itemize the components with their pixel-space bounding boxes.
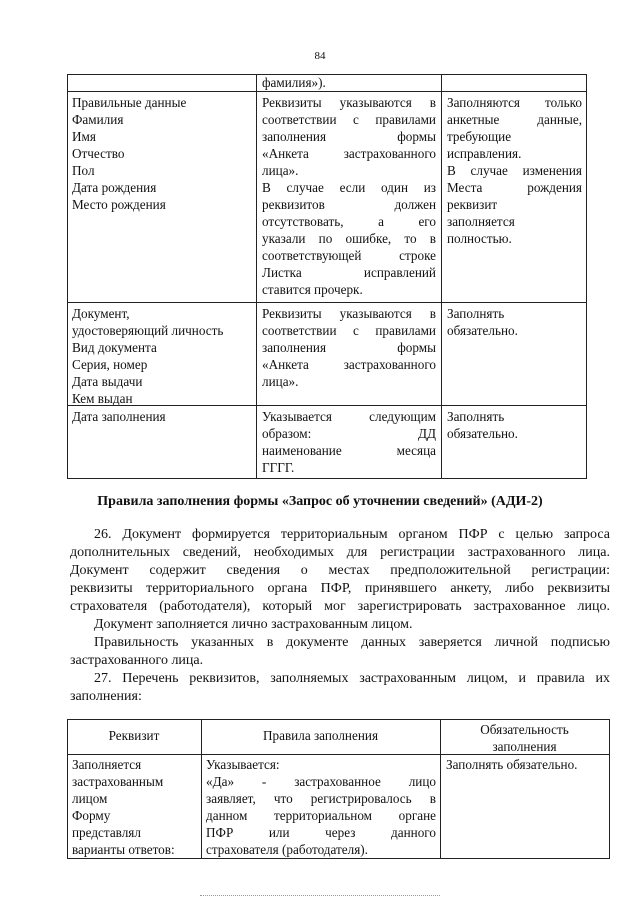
column-header: Правила заполнения — [262, 728, 379, 743]
table-cell-field: Заполняется застрахованным лицом Форму представлял варианты ответов: — [72, 757, 175, 857]
table-cell-fields: Дата заполнения — [72, 409, 166, 424]
column-header: Обязательность заполнения — [480, 722, 569, 754]
section-heading: Правила заполнения формы «Запрос об уточнении сведений» (АДИ-2) — [97, 494, 543, 509]
table-cell-rules: Реквизиты указываются в соответствии с правилами заполнения формы «Анкета застрахованного лица». В случае если один из реквизитов должен отсутствовать, а его указали по ошибке, то в соответствующей строке Листка исправлений ставится прочерк. — [262, 95, 436, 297]
paragraph-signature: Правильность указанных в документе данных заверяется личной подписью застрахованного лица. — [70, 635, 610, 668]
table-cell-notes: Заполняются только анкетные данные, требующие исправления. В случае изменения Места рождения реквизит заполняется полностью. — [447, 95, 582, 246]
table-cell-fields: Документ, удостоверяющий личность Вид документа Серия, номер Дата выдачи Кем выдан — [72, 306, 224, 406]
table-cell-rules: Реквизиты указываются в соответствии с правилами заполнения формы «Анкета застрахованного лица». — [262, 306, 436, 389]
paragraph-personal: Документ заполняется лично застрахованным лицом. — [94, 617, 413, 632]
table-row: фамилия»). — [262, 75, 326, 90]
page-number: 84 — [314, 50, 326, 62]
paragraph-27: 27. Перечень реквизитов, заполняемых застрахованным лицом, и правила их заполнения: — [70, 671, 610, 704]
table-cell-rules: Указывается: «Да» - застрахованное лицо заявляет, что регистрировалось в данном территориальном органе ПФР или через данного страхователя (работодателя). — [206, 757, 436, 857]
table-cell-notes: Заполнять обязательно. — [447, 409, 518, 441]
table-cell-notes: Заполнять обязательно. — [447, 306, 518, 338]
column-header: Реквизит — [108, 728, 160, 743]
table-cell-obligation: Заполнять обязательно. — [446, 757, 578, 772]
table-cell-fields: Правильные данные Фамилия Имя Отчество Пол Дата рождения Место рождения — [72, 95, 187, 212]
table-cell-rules: Указывается следующим образом: ДД наименование месяца ГГГГ. — [262, 409, 436, 475]
page-bottom-dots — [200, 895, 440, 898]
paragraph-26: 26. Документ формируется территориальным органом ПФР с целью запроса дополнительных сведений, необходимых для регистрации застрахованного лица. Документ содержит сведения о местах предположительной регистрации: реквизиты территориального органа ПФР, принявшего анкету, либо реквизиты страхователя (работодателя), который мог зарегистрировать застрахованное лицо. — [70, 527, 610, 614]
